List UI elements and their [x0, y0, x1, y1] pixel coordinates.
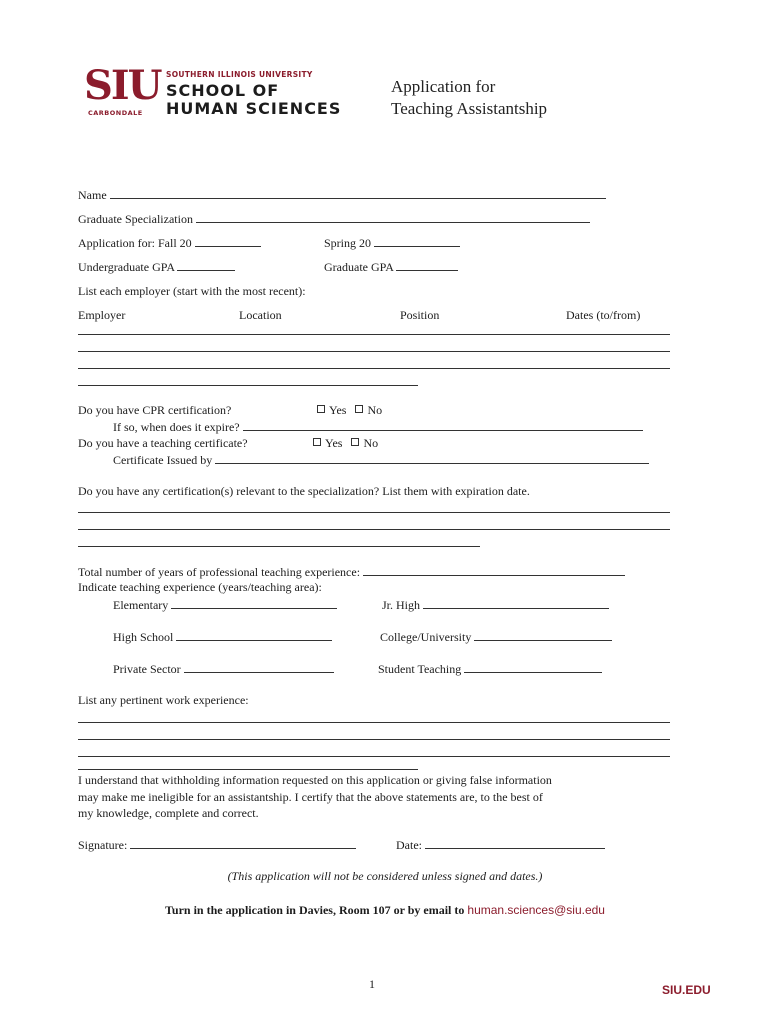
form-title-line1: Application for	[391, 77, 496, 96]
student-teaching-field[interactable]	[464, 661, 602, 673]
undergrad-gpa-field[interactable]	[177, 259, 235, 271]
spring-year-field[interactable]	[374, 235, 460, 247]
teaching-cert-question: Do you have a teaching certificate?	[78, 436, 248, 450]
jr-high-label: Jr. High	[382, 598, 421, 612]
jr-high-field[interactable]	[423, 597, 609, 609]
student-teaching-label: Student Teaching	[378, 662, 462, 676]
date-field[interactable]	[425, 837, 605, 849]
certifications-line-1[interactable]	[78, 512, 670, 513]
teaching-cert-no-label: No	[363, 436, 379, 450]
specialization-label: Graduate Specialization	[78, 212, 193, 226]
siu-edu-brand: SIU.EDU	[662, 983, 711, 997]
cpr-options	[317, 403, 382, 417]
employer-line-4[interactable]	[78, 385, 418, 386]
spring-label: Spring 20	[324, 236, 372, 250]
cpr-expire-label: If so, when does it expire?	[113, 420, 240, 434]
logo-school-line2: HUMAN SCIENCES	[166, 99, 342, 118]
teaching-cert-no-checkbox[interactable]	[351, 438, 359, 446]
cpr-question: Do you have CPR certification?	[78, 403, 232, 417]
certifications-question: Do you have any certification(s) relevant to the specialization? List them with expiration date.	[78, 484, 530, 498]
work-experience-line-4[interactable]	[78, 769, 418, 770]
name-row	[78, 187, 606, 202]
date-label: Date:	[396, 838, 422, 852]
teaching-cert-options	[313, 436, 378, 450]
teaching-cert-yes-label: Yes	[325, 436, 343, 450]
cpr-expire-field[interactable]	[243, 419, 643, 431]
total-experience-row	[78, 564, 625, 579]
high-school-row	[113, 629, 332, 644]
certify-statement-line3: my knowledge, complete and correct.	[78, 806, 259, 820]
siu-logo-mark: SIU	[84, 62, 161, 109]
jr-high-row	[382, 597, 609, 612]
cpr-yes-checkbox[interactable]	[317, 405, 325, 413]
certify-statement-line1: I understand that withholding information requested on this application or giving false information	[78, 773, 552, 787]
cpr-no-label: No	[367, 403, 383, 417]
fall-label: Application for: Fall 20	[78, 236, 192, 250]
teaching-cert-yes-checkbox[interactable]	[313, 438, 321, 446]
work-experience-line-3[interactable]	[78, 756, 670, 757]
elementary-field[interactable]	[171, 597, 337, 609]
cert-issued-row	[113, 452, 649, 467]
cert-issued-label: Certificate Issued by	[113, 453, 213, 467]
spring-row	[324, 235, 460, 250]
position-column-header: Position	[400, 308, 440, 322]
elementary-row	[113, 597, 337, 612]
email-link[interactable]: human.sciences@siu.edu	[467, 903, 605, 917]
location-column-header: Location	[239, 308, 282, 322]
dates-column-header: Dates (to/from)	[566, 308, 641, 322]
total-experience-label: Total number of years of professional teaching experience:	[78, 565, 361, 579]
cpr-expire-row	[113, 419, 643, 434]
private-sector-label: Private Sector	[113, 662, 181, 676]
certifications-line-2[interactable]	[78, 529, 670, 530]
specialization-field[interactable]	[196, 211, 590, 223]
specialization-row	[78, 211, 590, 226]
cpr-no-checkbox[interactable]	[355, 405, 363, 413]
form-title-line2: Teaching Assistantship	[391, 99, 548, 118]
signature-label: Signature:	[78, 838, 128, 852]
logo-school-line1: SCHOOL OF	[166, 81, 280, 100]
private-sector-row	[113, 661, 334, 676]
turn-in-text: Turn in the application in Davies, Room 107 or by email to	[165, 903, 465, 917]
high-school-field[interactable]	[176, 629, 332, 641]
certify-statement-line2: may make me ineligible for an assistantship. I certify that the above statements are, to the best of	[78, 790, 543, 804]
logo-campus: CARBONDALE	[88, 109, 143, 117]
grad-gpa-field[interactable]	[396, 259, 458, 271]
signature-field[interactable]	[130, 837, 356, 849]
indicate-experience-label: Indicate teaching experience (years/teaching area):	[78, 580, 322, 594]
work-experience-label: List any pertinent work experience:	[78, 693, 249, 707]
logo-university: SOUTHERN ILLINOIS UNIVERSITY	[166, 70, 313, 79]
signature-row	[78, 837, 356, 852]
employer-line-1[interactable]	[78, 334, 670, 335]
page-number: 1	[369, 977, 375, 991]
fall-year-field[interactable]	[195, 235, 261, 247]
name-field[interactable]	[110, 187, 606, 199]
unsigned-note: (This application will not be considered unless signed and dates.)	[227, 869, 543, 883]
private-sector-field[interactable]	[184, 661, 334, 673]
college-label: College/University	[380, 630, 472, 644]
name-label: Name	[78, 188, 107, 202]
elementary-label: Elementary	[113, 598, 169, 612]
college-field[interactable]	[474, 629, 612, 641]
turn-in-line	[0, 903, 770, 917]
student-teaching-row	[378, 661, 602, 676]
undergrad-gpa-label: Undergraduate GPA	[78, 260, 175, 274]
employer-instruction: List each employer (start with the most recent):	[78, 284, 306, 298]
undergrad-gpa-row	[78, 259, 235, 274]
college-row	[380, 629, 612, 644]
high-school-label: High School	[113, 630, 174, 644]
employer-line-2[interactable]	[78, 351, 670, 352]
fall-row	[78, 235, 261, 250]
grad-gpa-label: Graduate GPA	[324, 260, 394, 274]
work-experience-line-2[interactable]	[78, 739, 670, 740]
employer-column-header: Employer	[78, 308, 126, 322]
cert-issued-field[interactable]	[215, 452, 649, 464]
work-experience-line-1[interactable]	[78, 722, 670, 723]
total-experience-field[interactable]	[363, 564, 625, 576]
grad-gpa-row	[324, 259, 458, 274]
date-row	[396, 837, 605, 852]
employer-line-3[interactable]	[78, 368, 670, 369]
certifications-line-3[interactable]	[78, 546, 480, 547]
cpr-yes-label: Yes	[329, 403, 347, 417]
